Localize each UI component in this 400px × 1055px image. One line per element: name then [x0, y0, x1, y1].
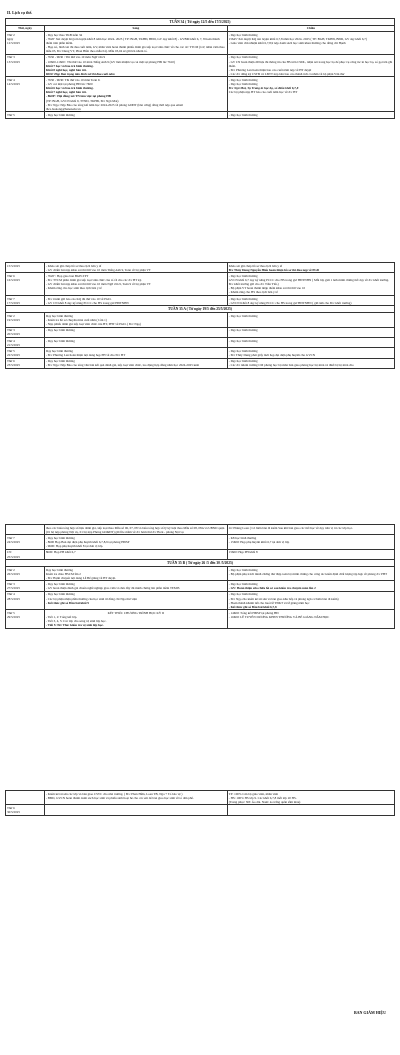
afternoon-cell — [227, 348, 394, 358]
schedule-line: TP: 100% Cán bộ giáo viên, nhân viên — [228, 791, 279, 796]
week-title: TUẦN 34 ( Từ ngày 12/5 đến 17/5/2025) — [6, 19, 395, 26]
day-label: Thứ 4 — [7, 338, 15, 343]
afternoon-cell — [227, 525, 394, 535]
schedule-line: - Kiểm tra hồ sơ chuyên môn cuối năm ( Lần 1) — [45, 317, 107, 322]
schedule-line: - Dạy học bình thường — [228, 32, 258, 37]
morning-cell — [44, 525, 227, 535]
day-cell — [6, 273, 45, 296]
week-header-row — [6, 306, 395, 313]
afternoon-cell — [227, 313, 394, 327]
schedule-line: - Họp xổ, bình xét thi đua cuối năm, GV, nhân viên hoàn thành phiếu đánh giá xếp loại viên chức về cho các đ/c TTCM (GV, nhân viên theo mẫu 03, Đ/c Dung VT, Phan Hiền theo mẫu 04). Mẫu 03,04 sẽ gửi lên nhóm tổ. — [45, 45, 226, 54]
day-label: 19/5/2025 — [7, 317, 20, 322]
day-cell — [6, 77, 45, 112]
schedule-table — [5, 262, 395, 369]
afternoon-cell — [227, 327, 394, 337]
morning-cell — [44, 791, 227, 805]
schedule-line: - GV coi mặt tại phòng HĐ lúc 7h00 — [45, 82, 93, 87]
morning-cell — [44, 77, 227, 112]
schedule-line: - Tiết 3, 4, 5: Các lớp cho sóng vệ sinh lớp học. — [45, 619, 107, 624]
schedule-row — [6, 567, 395, 581]
morning-cell — [44, 535, 227, 549]
morning-cell — [44, 338, 227, 348]
schedule-line: Khối 7 học và báo trả bình thường. — [45, 63, 94, 68]
schedule-line: - Các bộ phận nhận phần thưởng của học sinh từ đồng chí Nga thư viện — [45, 596, 137, 601]
schedule-line: - 16h00: LỄ TUYÊN DƯƠNG KHEN THƯỞNG VÀ BẾ GIẢNG NĂM HỌC — [228, 615, 330, 620]
schedule-line: - Dạy học bình thường — [228, 273, 258, 278]
schedule-line: Kiểm tra chéo HSCM lần 2 — [45, 571, 81, 576]
day-label: 29/5/2025 — [7, 615, 20, 620]
schedule-line: - Đ/c Phương Lan hoàn thiện nội dung họp PH về cho Đ/c HT — [45, 353, 126, 358]
schedule-line: - 14h00: Tổng kết HĐSP tại phòng HĐ — [228, 611, 279, 615]
schedule-line: - GV: Hoàn thiện sửa chữa hồ sơ sau kiểm tra chuyên môn lần 2 — [228, 586, 316, 591]
afternoon-cell — [227, 581, 394, 591]
day-label: 14/5/2025 — [7, 82, 20, 87]
day-cell — [6, 263, 45, 273]
schedule-line: - Đ/c Thủy Dung phát giấy mời họp đại diện phụ huynh cho GVCN — [228, 353, 316, 358]
day-label: Thứ 4 — [7, 78, 15, 83]
schedule-line: Khối 7 nghỉ học, nghỉ bán trú. — [45, 90, 87, 95]
day-cell — [6, 54, 45, 77]
schedule-line: - Đ/c Oanh gửi báo cáo KQ thi thử vào 10 về PGD. — [45, 296, 112, 301]
day-cell — [6, 32, 45, 55]
morning-column-header: Sáng — [44, 25, 227, 31]
schedule-line: - Kết thúc ghi sổ Đầu bài khối 9 — [45, 600, 89, 605]
schedule-line: - Dạy học bình thường — [228, 592, 258, 597]
day-label: 17/5/2025 — [7, 300, 20, 305]
morning-cell — [44, 54, 227, 77]
schedule-line: Các bộ phận nộp HT báo cáo cuối năm học về đ/c HT — [228, 90, 298, 95]
schedule-line: đ/c Phùng Loan ( Cô hiên bàn đi kiểm Sau khi bàn giao các tiết học về dạy trên vị trí các lớp học. — [228, 525, 353, 530]
schedule-line: - 10h00-11h00 : Thi thử vào 10 môn Tiếng Anh 9 (GV làm nhiệm vụ coi mặt tại phòng HĐ lúc 7h10) — [45, 59, 175, 64]
day-cell — [6, 112, 45, 118]
day-label: Thứ 5 — [7, 611, 15, 615]
day-cell — [6, 348, 45, 358]
schedule-line: - Dạy học bình thường — [45, 113, 75, 118]
schedule-line: KẾT THÚC CHƯƠNG TRÌNH HỌC KỲ II — [107, 611, 165, 615]
morning-cell — [44, 273, 227, 296]
schedule-line: - Dạy học bình thường — [228, 82, 258, 87]
day-label: Thứ 2 — [7, 32, 15, 37]
schedule-line: - Dạy học bình thường — [45, 328, 75, 333]
schedule-line: - Dạy học bình thường — [45, 592, 75, 597]
schedule-line: - 7h20’ Xét duyệt KQ rèn luyện khối 8 năm học 2024- 2025 ( TP: BGH, TKHĐ, BĐD, GV dạy khối 8) - GVBM khối 6, 7, 8 hoàn thành điểm trên phần mềm. — [45, 36, 221, 45]
morning-cell — [44, 263, 227, 273]
day-cell — [6, 313, 45, 327]
schedule-line: - Bộ phận phụ trách minh chứng thư thập toàn bộ minh chứng cho công tác kiểm định chất lượng tập hợp về phòng đ/c PHT — [228, 571, 388, 576]
morning-cell — [44, 327, 227, 337]
schedule-line: Khối 6 học và báo trả bình thường. — [45, 86, 94, 91]
page-section-3 — [5, 524, 395, 629]
schedule-line: - Tiết 1, 2: Tổng kết lớp. — [45, 615, 78, 620]
day-label: Thứ 6 — [7, 806, 15, 811]
schedule-line: - Bộ phận VT hoàn thành nhập điểm khảo sát thi thử vào 10 — [228, 286, 306, 291]
afternoon-cell — [227, 610, 394, 629]
schedule-line: GVCN khối 6,7 dạy kỹ năng PCCC cho HS trong giờ HĐTNHN ( Mỗi lớp giải 1 ảnh minh chứng tiết dạy về đ/c khối trưởng. Đ/c khối trưởng gửi cho đ/c Trần Yến.) — [228, 278, 390, 287]
schedule-line: Dạy học bình thường — [45, 349, 73, 353]
morning-cell — [44, 358, 227, 368]
morning-cell — [44, 610, 227, 629]
week-title: TUẦN 35 A ( Từ ngày 19/5 đến 25/5/2025) — [6, 306, 395, 313]
schedule-row — [6, 348, 395, 358]
schedule-line: (TP: BGH, GVCN khối 9, TTND, TKHĐ, Đ/c Ngô Mai) — [45, 98, 119, 103]
schedule-line: (Trang phục: Nữ: Áo dài. Nam: áo trắng quần sẫm màu) — [228, 799, 301, 804]
schedule-line: - Các đ/c nhóm trưởng CM phòng học bộ môn bàn giao phòng học bộ môn và thiết bị bộ môn cho — [228, 363, 354, 368]
schedule-line: - Dạy học bình thường — [228, 55, 258, 60]
afternoon-cell — [227, 263, 394, 273]
schedule-line: thcs.baolong@hanoiedu.vn — [45, 106, 81, 111]
schedule-row — [6, 610, 395, 629]
schedule-row — [6, 791, 395, 805]
signature: BAN GIÁM HIỆU — [353, 1010, 386, 1015]
day-label: 22/5/2025 — [7, 353, 20, 358]
day-label: Thứ 5 — [7, 349, 15, 353]
day-cell — [6, 567, 45, 581]
schedule-line: 15h00: Họp PH khối 8 — [228, 550, 258, 555]
page-section-2 — [5, 262, 395, 369]
schedule-line: - 7h20’: Họp giao ban BGH-TPT — [45, 273, 89, 278]
schedule-table — [5, 18, 395, 119]
week-header-row — [6, 19, 395, 26]
schedule-line: - Khám răng cho học sinh theo lịch bên y tế — [45, 286, 102, 291]
schedule-row — [6, 112, 395, 118]
schedule-line: 8h00: Họp Ban trọng tâm bình xét thi đua cuối năm — [45, 71, 115, 76]
schedule-row — [6, 273, 395, 296]
day-cell — [6, 805, 45, 815]
day-label: Thứ 6 — [7, 359, 15, 364]
schedule-line: - GV chấm bài nộp khảo sát thi thử vào 10 môn Tiếng Anh 9, Toán về bộ phận VT — [45, 267, 151, 272]
schedule-line: - Dạy học bình thường — [228, 328, 258, 333]
day-label: Thứ 4 — [7, 592, 15, 597]
morning-cell — [44, 32, 227, 55]
schedule-line: - Giáo viên chủ nhiệm khối 6,7,8,9 nộp danh sách học sinh khen thưởng cho đồng chí Hạnh — [228, 40, 346, 45]
schedule-line: Dạy học bình thường — [45, 567, 73, 572]
day-label: 27/5/2025 — [7, 586, 20, 591]
schedule-row — [6, 327, 395, 337]
morning-cell — [44, 581, 227, 591]
day-label: 26/5/2025 — [7, 571, 20, 576]
schedule-line: - K8 học bình thường — [228, 535, 257, 540]
day-label: 16/5/2025 — [7, 278, 20, 283]
schedule-line: - 15h00: Họp phụ huynh khối 6,7 tại đơn vị lớp — [228, 540, 290, 545]
schedule-line: - Đ/c Ngọ: Nộp Báo cáo tổng kết năm học 2024-2025 về phòng GDĐT (bản cứng) đồng thời nộp qua email — [45, 102, 184, 107]
schedule-line: Khảo sát ghi chép hồ sơ theo lịch bên y tế — [228, 263, 283, 268]
day-column-header: Thứ, ngày — [6, 25, 45, 31]
page-section-1 — [5, 0, 395, 119]
schedule-line: - Các đ/c đăng ký CSTĐ và LĐTT nộp bản báo cáo thành tích cá nhân về bộ phận Văn thư — [228, 71, 345, 76]
schedule-line: - Dạy học bình thường — [45, 582, 75, 587]
day-cell — [6, 581, 45, 591]
afternoon-cell — [227, 32, 394, 55]
day-cell — [6, 610, 45, 629]
schedule-line: - 8h00 Họp Ban đại diện phụ huynh khối 6,7,8,9 tại phòng HĐSP — [45, 540, 130, 545]
afternoon-cell — [227, 535, 394, 549]
afternoon-cell — [227, 338, 394, 348]
schedule-line: - Đ/c Hạnh chuyển nội dung Lễ Bế giảng về HT duyệt. — [45, 575, 116, 580]
page-section-4 — [5, 790, 395, 816]
schedule-row — [6, 313, 395, 327]
day-label: 20/5/2025 — [7, 332, 20, 337]
schedule-row — [6, 525, 395, 535]
morning-cell — [44, 567, 227, 581]
schedule-row — [6, 54, 395, 77]
day-label: Thứ 3 — [7, 328, 15, 333]
schedule-line: 8h00: Họp PH khối 6,7 — [45, 550, 76, 555]
schedule-line: - Dạy học bình thường — [45, 359, 75, 364]
morning-cell — [44, 805, 227, 815]
day-cell — [6, 296, 45, 306]
day-label: Thứ 6 — [7, 273, 15, 278]
schedule-line: - Dạy học bình thường — [45, 535, 75, 540]
afternoon-cell — [227, 805, 394, 815]
day-label: Thứ 5 — [7, 113, 15, 118]
afternoon-cell — [227, 791, 394, 805]
schedule-line: - Dạy học bình thường — [45, 338, 75, 343]
schedule-table — [5, 790, 395, 816]
afternoon-cell — [227, 77, 394, 112]
day-cell — [6, 525, 45, 535]
schedule-line: - Dạy học bình thường — [228, 78, 258, 83]
schedule-line: - Đ/c Ngọ cho kiểm kê tài sản và bàn giao khu bếp và phòng ngủ cơ hiên bán đi kiểm) — [228, 596, 339, 601]
afternoon-cell — [227, 296, 394, 306]
day-label: 12/5/2025 — [7, 40, 20, 45]
day-label: 15/5/2025 — [7, 263, 20, 268]
day-cell — [6, 358, 45, 368]
schedule-line: - Khảo sát ghi chép hồ sơ theo lịch bên y tế — [45, 263, 102, 268]
schedule-line: Khối 8 nghỉ học, nghỉ bán trú. — [45, 67, 87, 72]
morning-cell — [44, 112, 227, 118]
schedule-row — [6, 338, 395, 348]
morning-cell — [44, 296, 227, 306]
schedule-line: Đ/c Ngô Mai, Tạ Trung in học bạ, sổ điểm khối 6,7,8 — [228, 86, 299, 91]
morning-cell — [44, 348, 227, 358]
day-label: Thứ 3 — [7, 55, 15, 60]
day-label: CN — [7, 550, 12, 555]
day-cell — [6, 535, 45, 549]
schedule-row — [6, 263, 395, 273]
schedule-table — [5, 524, 395, 629]
schedule-line: - Dạy học bình thường — [228, 338, 258, 343]
schedule-line: - Hoàn thành khánh tiết cho buổi lễ TĐKT và lễ giảng năm học — [228, 600, 310, 605]
day-label: 21/5/2025 — [7, 342, 20, 347]
schedule-line: - Dạy học bình thường — [228, 113, 258, 118]
schedule-line: - Tiết 5: Đ/c Thu: kiểm tra vệ sinh lớp học. — [45, 623, 104, 628]
day-label: 23/5/2025 — [7, 363, 20, 368]
section-title: II. Lịch cụ thể. — [7, 10, 33, 15]
day-label: Thứ 2 — [7, 567, 15, 572]
schedule-line: - 7h30 - 9h30 : Thi thử vào 10 môn Ngữ văn 9 — [45, 55, 106, 60]
schedule-line: - HS: 100% HS lớp 9. Các khối 6,7,8 mỗi lớp 20 HS. — [228, 795, 297, 800]
schedule-line: - Dạy học bình thường — [228, 313, 258, 318]
schedule-line: - Dạy học bình thường — [228, 359, 258, 364]
afternoon-cell — [227, 112, 394, 118]
week-title: TUẦN 35 B ( Từ ngày 26 /5 đến 30 /5/2025) — [6, 560, 395, 567]
day-cell — [6, 327, 45, 337]
day-label: Thứ 7 — [7, 535, 15, 540]
day-label: 24/5/2025 — [7, 540, 20, 545]
schedule-row — [6, 32, 395, 55]
schedule-line: - Dạy học bình thường — [228, 349, 258, 353]
schedule-line: - GV hoàn thiện đánh giá chuẩn nghề nghiệp giáo viên và đưa đầy đủ minh chứng lên phần mềm TEMIS — [45, 586, 180, 591]
schedule-line: - Khám răng cho HS theo lịch bên y tế — [228, 290, 278, 295]
schedule-line: - Dạy học bình thường — [228, 567, 258, 572]
schedule-row — [6, 805, 395, 815]
schedule-line: - Kết thúc ghi sổ Đầu bài khối 6,7,8 — [228, 604, 277, 609]
schedule-row — [6, 581, 395, 591]
schedule-line: - GVCN Khối 8 dạy kỹ năng PCCC cho HS trong giờ HĐTNHN ( gửi ảnh cho Đ/c khối trưởng) — [228, 300, 352, 305]
schedule-line: - GV CN khối 8 dạy kỹ năng PCCC cho HS trong giờ HĐTNHN — [45, 300, 129, 305]
schedule-line: - Dạy học theo TKB tuần 34 — [45, 32, 83, 37]
schedule-line: - GV CN hoàn thiện dữ liệu thi thông tin của HS trên CSDL, nhận xét trong học bạ để phục vụ công tác in học bạ, sổ gọi tên ghi điểm. — [228, 59, 394, 68]
afternoon-cell — [227, 54, 394, 77]
schedule-line: - Đ/c TTCM phân đánh giá xếp loại viên chức của tổ về cho các đ/c HT ký. — [45, 278, 143, 283]
day-cell — [6, 591, 45, 610]
day-label: Thứ 2 — [7, 313, 15, 318]
day-label: ngày — [7, 36, 14, 41]
morning-cell — [44, 313, 227, 327]
schedule-line: - Đ/c Ngọ: Nộp Báo cáo tổng văn bản kết quả đánh giá, xếp loại viên chức, lao động hợp đồng năm học 2024-2025 kèm — [45, 363, 200, 368]
day-label: 30/5/2025 — [7, 810, 20, 815]
schedule-line: - 9h00: Họp phụ huynh khối 8 tại đơn vị lớp. — [45, 544, 104, 549]
day-label: Thứ 3 — [7, 582, 15, 587]
schedule-line: theo các biểu tổng hợp số liệu đánh giá, xếp loại theo Mẫu số 06, 07, 08 và biểu tổng hợp số lý kỳ luật theo Mẫu số 08, 08A và UBND quận (01 bộ nộp phòng Nội vụ, 01 bộ nộp Phòng GD&ĐT) gửi file mềm về đ/c hòm thư đ/c Hoài - phòng Nội vụ — [45, 525, 226, 534]
schedule-row — [6, 77, 395, 112]
day-cell — [6, 338, 45, 348]
schedule-line: - Nộp phiếu đánh giá xếp loại viên chức của HT, PHT về PGD. ( Đ/c Ngọ) — [45, 321, 141, 326]
schedule-line: - 7h30 - 9h30: Thi thử vào 10 môn Toán 9. — [45, 78, 101, 83]
schedule-row — [6, 296, 395, 306]
schedule-row — [6, 549, 395, 559]
day-label: 28/5/2025 — [7, 596, 20, 601]
afternoon-cell — [227, 358, 394, 368]
day-cell — [6, 549, 45, 559]
afternoon-cell — [227, 273, 394, 296]
week-header-row — [6, 560, 395, 567]
schedule-line: - 8h00’: Hội đồng xét TN làm việc tại phòng HĐ — [45, 94, 112, 99]
schedule-row — [6, 358, 395, 368]
morning-cell — [44, 591, 227, 610]
schedule-line: - Dạy học bình thường — [228, 296, 258, 301]
schedule-line: - BĐD, GVCN hoàn thành danh sách học sinh và phiếu sinh hoạt hè cho các em để bàn giao học sinh về tổ dân phố. — [45, 795, 194, 800]
schedule-line: - GV chấm bài nộp khảo sát thi thử vào 10 môn Ngữ văn 9, Toán 9 về bộ phận VT — [45, 282, 151, 287]
day-cell — [6, 791, 45, 805]
schedule-line: - Kiểm kê tài sản các lớp và bàn giao CSVC cho nhà trường. ( Đ/c Phan Hiền, Loan TB, Nga + Tổ bảo vệ ) — [45, 791, 183, 796]
schedule-row — [6, 535, 395, 549]
afternoon-cell — [227, 549, 394, 559]
schedule-row — [6, 591, 395, 610]
afternoon-column-header: Chiều — [227, 25, 394, 31]
schedule-line: - Đ/c Phương Lan hoàn thiện báo cáo cuối năm nộp về HT duyệt — [228, 67, 312, 72]
schedule-line: - Dạy học bình thường — [228, 582, 258, 587]
morning-cell — [44, 549, 227, 559]
day-label: Thứ 7 — [7, 296, 15, 301]
schedule-line: Dạy học bình thường — [45, 313, 73, 318]
schedule-line: Đ/c Thủy Dung Nguyễn Hiểu hoàn thiện hồ sơ thi đua nộp về PGD — [228, 267, 320, 272]
schedule-line: 15h45’ Xét duyệt KQ rèn luyện khối 6,7,8 năm học 2024- 2025 ( TP: BGH, TKHĐ, BĐD, GV dạy khối 6,7) — [228, 36, 367, 41]
day-label: 13/5/2025 — [7, 59, 20, 64]
day-label: 25/5/2025 — [7, 554, 20, 559]
afternoon-cell — [227, 567, 394, 581]
afternoon-cell — [227, 591, 394, 610]
